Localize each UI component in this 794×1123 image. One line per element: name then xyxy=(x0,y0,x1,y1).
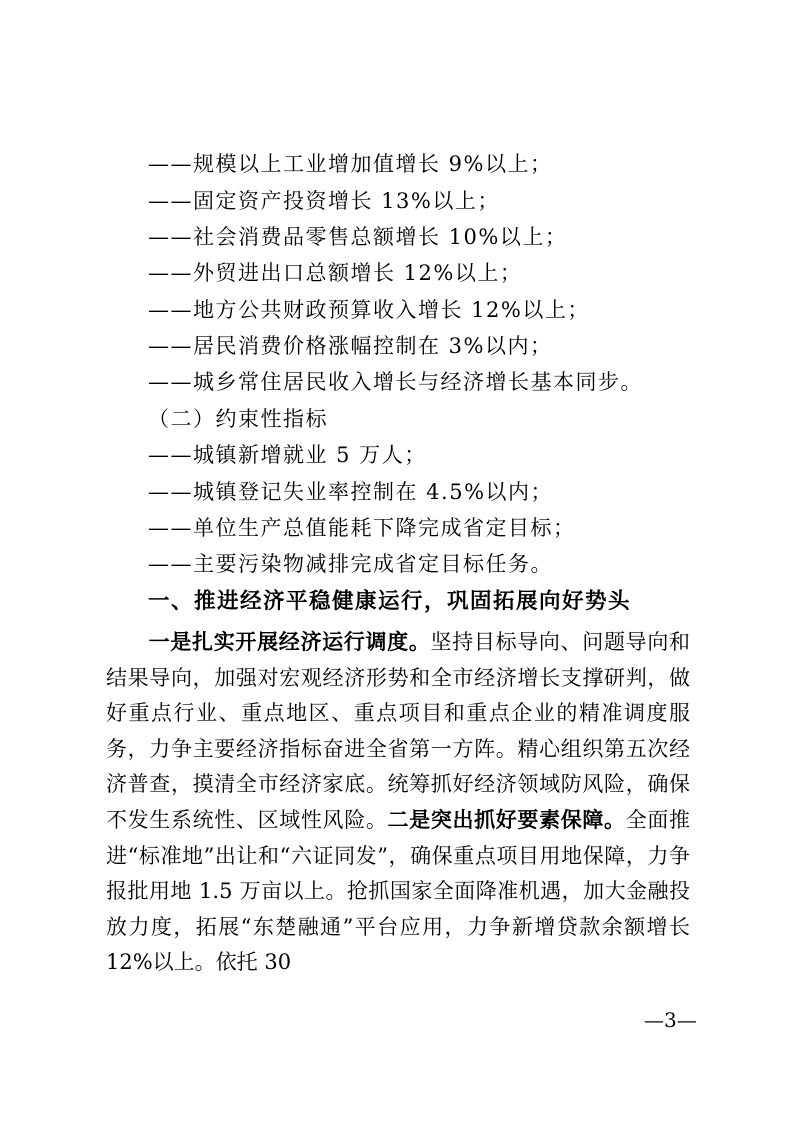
target-item: ——规模以上工业增加值增长 9%以上； xyxy=(148,152,553,176)
binding-target-item: ——主要污染物减排完成省定目标任务。 xyxy=(148,552,553,576)
target-item: ——外贸进出口总额增长 12%以上； xyxy=(148,261,523,285)
binding-target-item: ——单位生产总值能耗下降完成省定目标； xyxy=(148,516,576,540)
page-number: —3— xyxy=(644,1008,697,1032)
target-item: ——居民消费价格涨幅控制在 3%以内； xyxy=(148,334,553,358)
body-paragraph xyxy=(106,625,690,981)
section-heading: （二）约束性指标 xyxy=(148,407,328,431)
paragraph-lead-2: 二是突出抓好要素保障。 xyxy=(387,807,626,832)
paragraph-text-2: 全面推进“标准地”出让和“六证同发”，确保重点项目用地保障，力争报批用地 1.5 万亩以上。抢抓国家全面降准机遇，加大金融投放力度，拓展“东楚融通”平台应用，力争新增贷款余额增长 12%以上。依托 30 xyxy=(106,807,691,975)
paragraph-lead-1: 一是扎实开展经济运行调度。 xyxy=(148,630,431,654)
chapter-heading: 一、推进经济平稳健康运行，巩固拓展向好势头 xyxy=(148,589,632,614)
target-item: ——固定资产投资增长 13%以上； xyxy=(148,189,500,213)
binding-target-item: ——城镇新增就业 5 万人； xyxy=(148,443,427,467)
paragraph-text-1: 坚持目标导向、问题导向和结果导向，加强对宏观经济形势和全市经济增长支撑研判，做好重点行业、重点地区、重点项目和重点企业的精准调度服务，力争主要经济指标奋进全省第一方阵。精心组织第五次经济普查，摸清全市经济家底。统筹抓好经济领域防风险，确保不发生系统性、区域性风险。 xyxy=(106,630,691,832)
target-item: ——城乡常住居民收入增长与经济增长基本同步。 xyxy=(148,370,643,394)
target-item: ——社会消费品零售总额增长 10%以上； xyxy=(148,225,568,249)
binding-target-item: ——城镇登记失业率控制在 4.5%以内； xyxy=(148,480,554,504)
target-item: ——地方公共财政预算收入增长 12%以上； xyxy=(148,298,590,322)
